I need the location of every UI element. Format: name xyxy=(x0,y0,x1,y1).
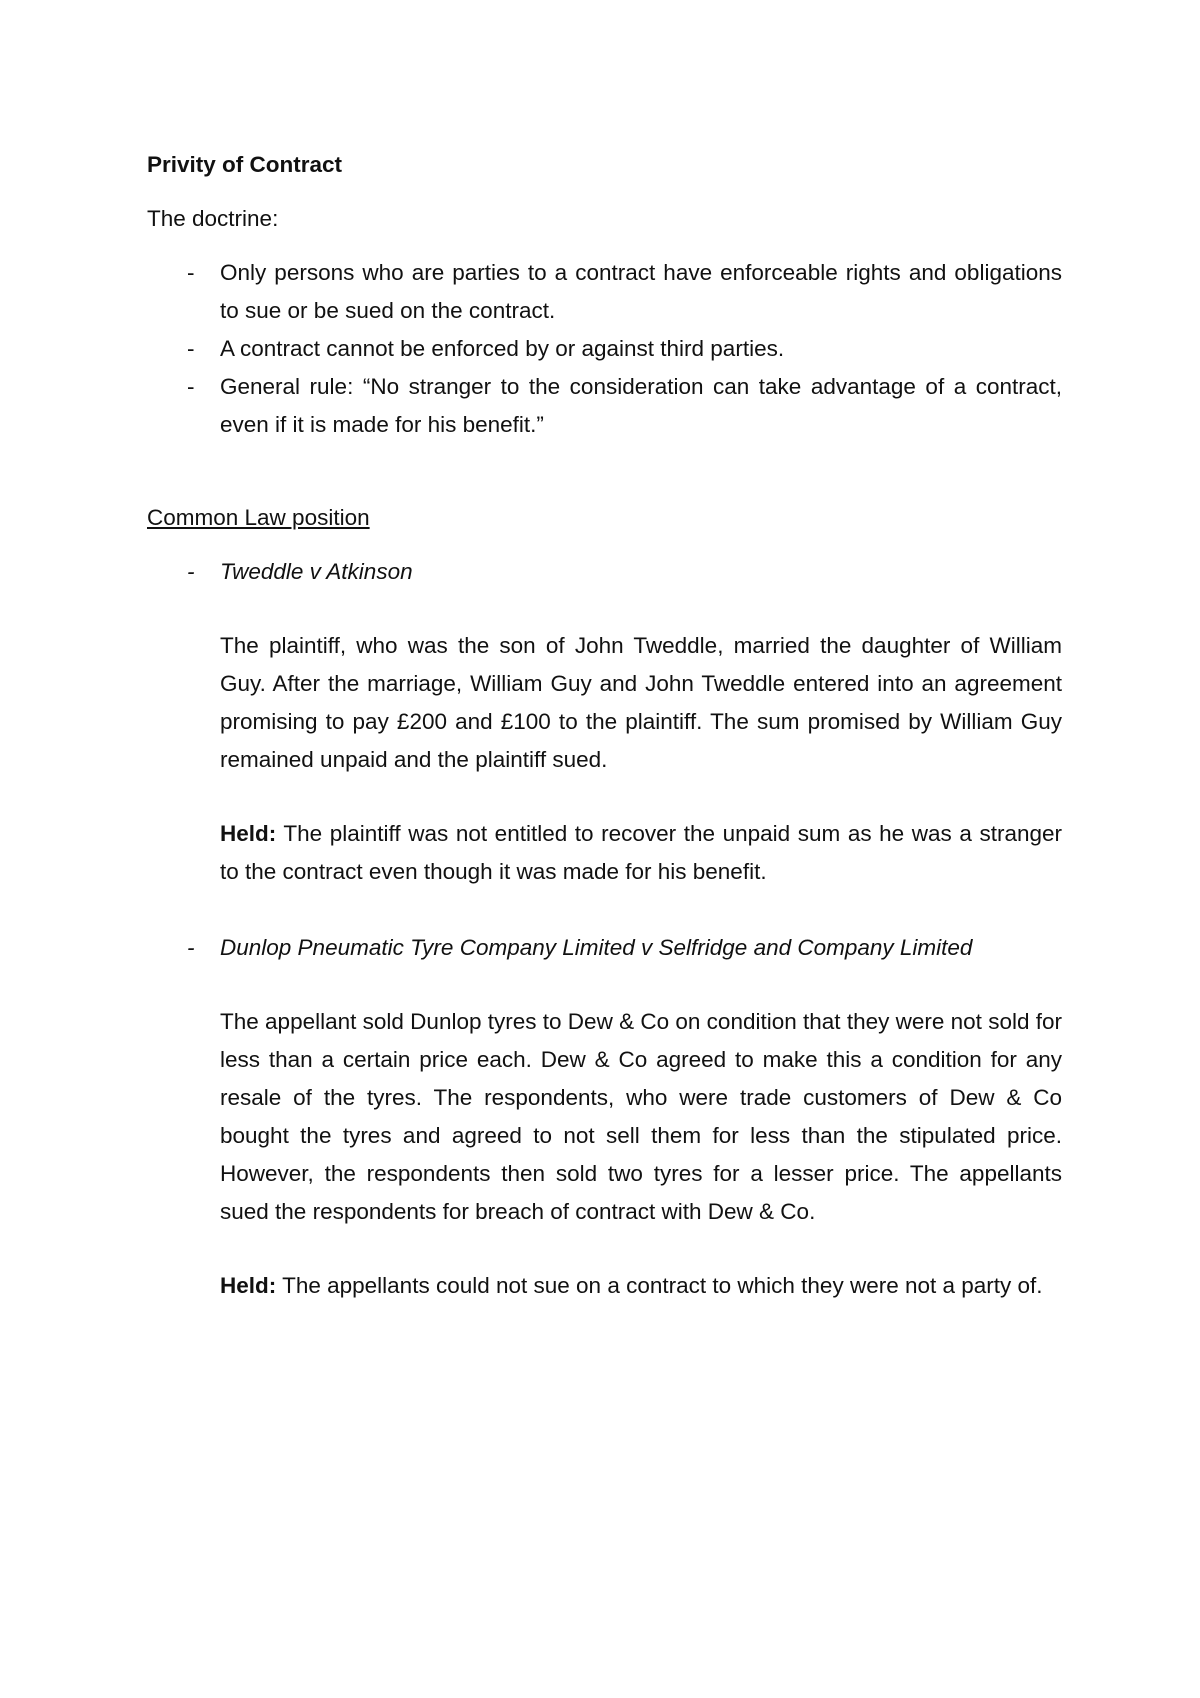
dash-bullet: - xyxy=(187,935,195,960)
dash-bullet: - xyxy=(187,559,195,584)
case-title-tweddle xyxy=(147,553,1062,591)
case-facts-dunlop: The appellant sold Dunlop tyres to Dew & Co on condition that they were not sold for less than a certain price each. Dew & Co agreed to make this a condition for any resale of the tyres. The respondents, who were trade customers of Dew & Co bought the tyres and agreed to not sell them for less than the stipulated price. However, the respondents then sold two tyres for a lesser price. The appellants sued the respondents for breach of contract with Dew & Co. xyxy=(220,1009,1062,1224)
case-name: Dunlop Pneumatic Tyre Company Limited v Selfridge and Company Limited xyxy=(220,935,973,960)
doctrine-list xyxy=(147,254,1062,444)
list-item xyxy=(147,330,1062,368)
case-title-dunlop xyxy=(147,929,1062,967)
list-item-text: A contract cannot be enforced by or against third parties. xyxy=(220,336,785,361)
list-item xyxy=(147,254,1062,330)
document-body xyxy=(147,146,1062,1305)
case-held-tweddle xyxy=(147,815,1062,891)
list-item-text: Only persons who are parties to a contract have enforceable rights and obligations to sue or be sued on the contract. xyxy=(220,260,1062,323)
held-text: The appellants could not sue on a contract to which they were not a party of. xyxy=(276,1273,1043,1298)
held-label: Held: xyxy=(220,1273,277,1298)
case-facts-tweddle: The plaintiff, who was the son of John Tweddle, married the daughter of William Guy. After the marriage, William Guy and John Tweddle entered into an agreement promising to pay £200 and £100 to the plaintiff. The sum promised by William Guy remained unpaid and the plaintiff sued. xyxy=(220,633,1062,772)
section-heading-common-law: Common Law position xyxy=(147,505,370,530)
doctrine-intro: The doctrine: xyxy=(147,206,279,231)
dash-bullet: - xyxy=(187,374,195,399)
held-text: The plaintiff was not entitled to recover the unpaid sum as he was a stranger to the contract even though it was made for his benefit. xyxy=(220,821,1062,884)
held-label: Held: xyxy=(220,821,277,846)
list-item xyxy=(147,368,1062,444)
dash-bullet: - xyxy=(187,260,195,285)
case-name: Tweddle v Atkinson xyxy=(220,559,413,584)
dash-bullet: - xyxy=(187,336,195,361)
page-title: Privity of Contract xyxy=(147,152,343,177)
list-item-text: General rule: “No stranger to the consideration can take advantage of a contract, even if it is made for his benefit.” xyxy=(220,374,1062,437)
case-held-dunlop xyxy=(147,1267,1062,1305)
